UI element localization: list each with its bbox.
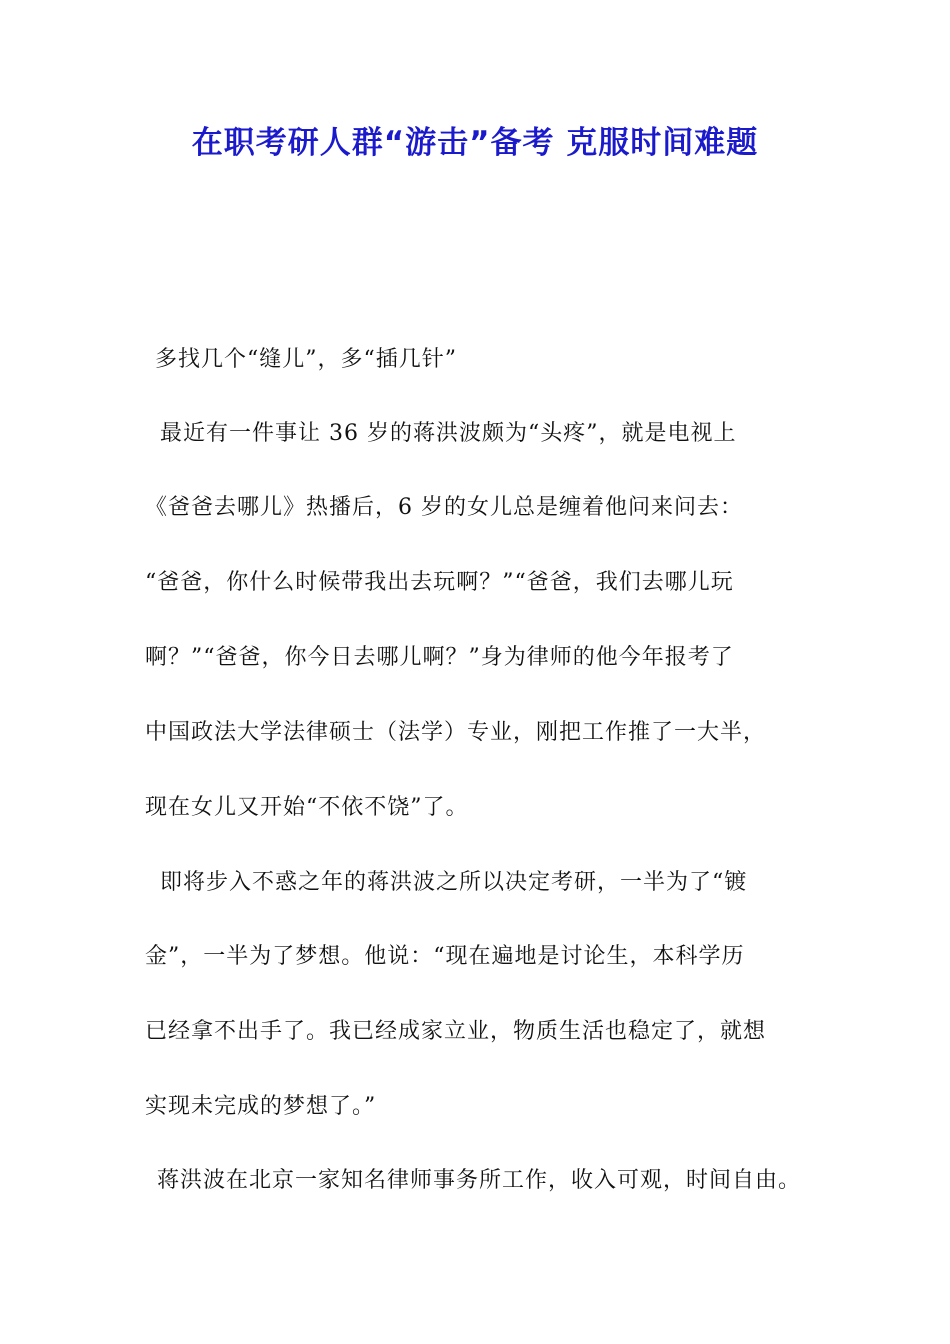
document-title: 在职考研人群“游击”备考 克服时间难题 bbox=[191, 125, 759, 161]
paragraph-line: 金”，一半为了梦想。他说：“现在遍地是讨论生，本科学历 bbox=[145, 944, 745, 969]
paragraph-line: 实现未完成的梦想了。” bbox=[145, 1094, 377, 1119]
paragraph-line: 最近有一件事让 36 岁的蒋洪波颇为“头疼”，就是电视上 bbox=[160, 421, 737, 446]
paragraph-line: 多找几个“缝儿”，多“插几针” bbox=[155, 347, 457, 372]
paragraph-line: “爸爸，你什么时候带我出去玩啊？”“爸爸，我们去哪儿玩 bbox=[145, 570, 734, 595]
paragraph-line: 蒋洪波在北京一家知名律师事务所工作，收入可观，时间自由。 bbox=[157, 1168, 802, 1193]
paragraph-line: 中国政法大学法律硕士（法学）专业，刚把工作推了一大半， bbox=[145, 720, 767, 745]
paragraph-line: 现在女儿又开始“不依不饶”了。 bbox=[145, 795, 469, 820]
paragraph-line: 已经拿不出手了。我已经成家立业，物质生活也稳定了，就想 bbox=[145, 1019, 767, 1044]
paragraph-line: 《爸爸去哪儿》热播后，6 岁的女儿总是缠着他问来问去： bbox=[145, 495, 743, 520]
paragraph-line: 啊？”“爸爸，你今日去哪儿啊？”身为律师的他今年报考了 bbox=[145, 645, 734, 670]
paragraph-line: 即将步入不惑之年的蒋洪波之所以决定考研，一半为了“镀 bbox=[160, 870, 748, 895]
